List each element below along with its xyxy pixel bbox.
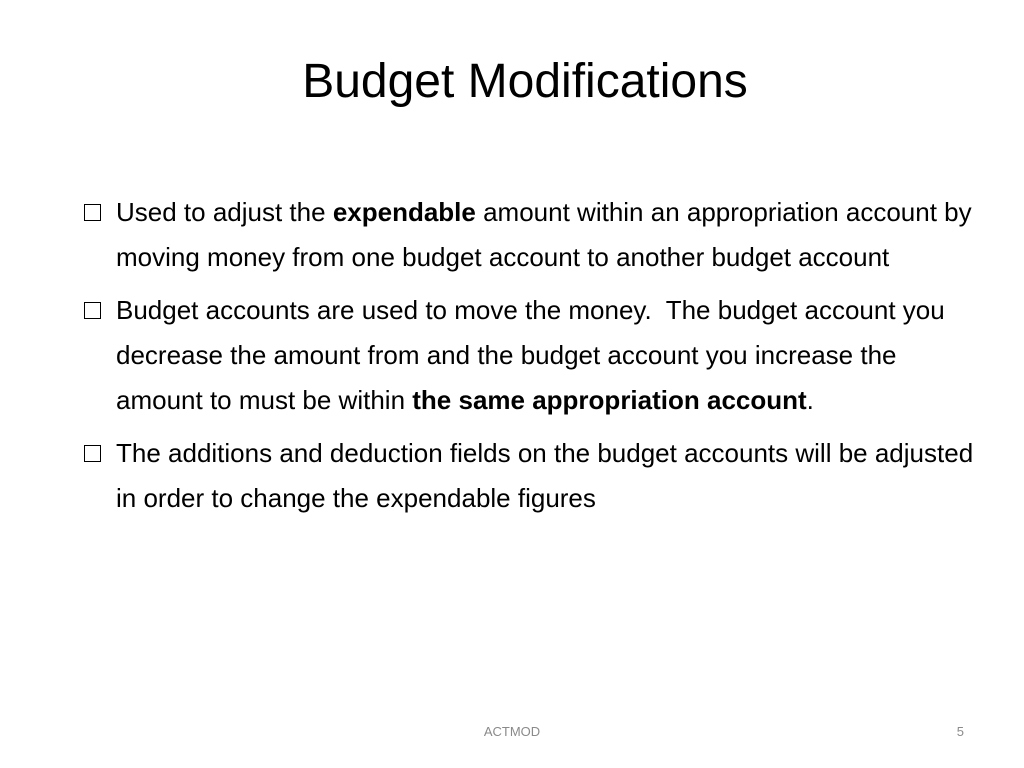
bullet-text-segment: amount within an appropriation account by moving money from one budget account to another budget account: [116, 197, 972, 272]
bullet-text-segment: The additions and deduction fields on the budget accounts will be adjusted in order to change the expendable figures: [116, 438, 974, 513]
page-number: 5: [956, 724, 964, 739]
bullet-text: [116, 438, 973, 513]
bullet-list: [82, 190, 982, 529]
bullet-item: [82, 190, 982, 280]
hollow-square-icon: [84, 204, 101, 221]
bullet-item: [82, 288, 982, 423]
bullet-text: [116, 197, 972, 272]
bullet-text-emphasis: expendable: [332, 197, 476, 227]
slide-title: Budget Modifications: [302, 55, 748, 108]
hollow-square-icon: [84, 302, 101, 319]
bullet-text: [116, 295, 952, 415]
bullet-item: [82, 431, 982, 521]
bullet-text-segment: .: [806, 385, 814, 415]
bullet-text-segment: Used to adjust the: [116, 197, 333, 227]
bullet-text-segment: Budget accounts are used to move the money. The budget account you decrease the amount from and the budget account you increase the amount to must be within: [116, 295, 952, 415]
hollow-square-icon: [84, 445, 101, 462]
bullet-text-emphasis: the same appropriation account: [412, 385, 807, 415]
footer-label: ACTMOD: [483, 724, 541, 739]
